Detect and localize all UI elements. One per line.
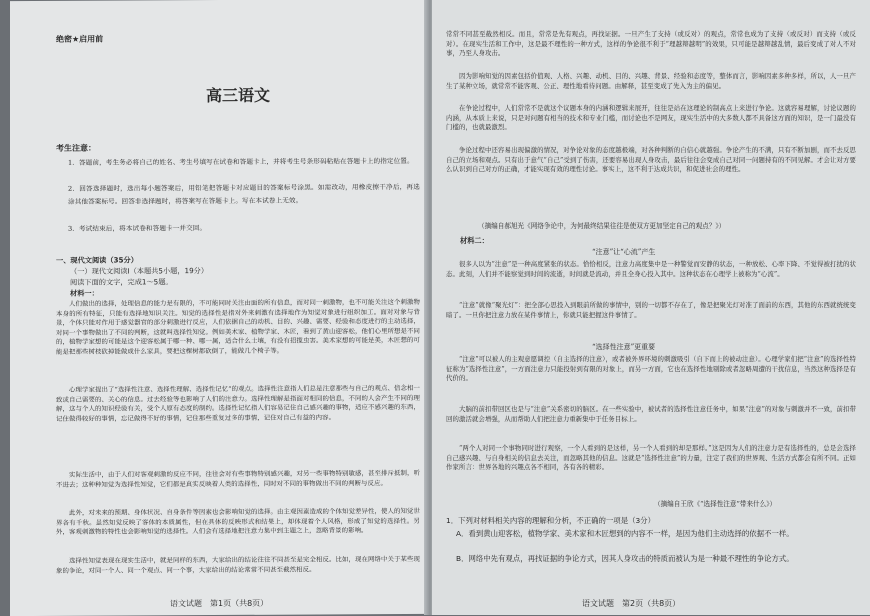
left-paragraph-5: 选择性知觉表现在现实生活中，就是同样的东西，大家给出的结论往往不同甚至是完全相反。比如，现在网络中关于某些现象的争论，对同一个人、同一个观点、同一个事，大家给出的结论常常不同甚至截然相反。 [56, 554, 420, 575]
left-paragraph-2: 心理学家提出了“选择性注意、选择性理解、选择性记忆”的观点。选择性注意指人们总是注意那些与自己的观点、信念相一致或自己需要的、关心的信息。过去经验等也影响了人们的注意力。选择性理解是指面对相同的信息，不同的人会产生不同的理解，这与个人的知识经验有关，受个人原有态度的制约。选择性记忆指人们容易记住自己感兴趣的事物，适应不感兴趣的东西，记住做得较好的事情，忘记做得不好的事情，记住那些重复过多的事情，记住对自己有益的内容。 [56, 383, 420, 423]
right-paragraph-5: 很多人以为“注意”是一种高度紧张的状态。恰恰相反，注意力高度集中是一种警觉而安静的状态，一种放松、心率下降、不觉得被打扰的状态。此刻，人们并不能察觉到时间的流逝，时间就是流动，并且全身心投入其中。这种状态在心理学上被称为“心流”。 [446, 260, 856, 278]
right-paragraph-9: “两个人对同一个事物同时进行观察，一个人看到的是这样，另一个人看到的却是那样。”这是因为人们的注意力是有选择性的，总是会选择自己感兴趣、与自身相关的信息去关注，而忽略其他的信息。这就是“选择性注意”的力量，注定了我们的世界观、生活方式都会有所不同。正如作家所言：世界各地的兴趣点各不相同，各有各的精彩。 [446, 444, 856, 472]
heading-selective-attention: “选择性注意”更重要 [592, 343, 656, 351]
left-paragraph-1: 人们做出的选择，处理信息的能力是有限的，不可能同时关注由面的所有信息，而对同一刺激物，也不可能关注这个刺激物本身的所有特征，只能有选择地知识关注。知觉的选择性是指对外来刺激有选择地作为知觉对象进行组织加工。面对对象与背景，个体只能对作用于感觉器官的部分刺激进行反应，人们依据自己的动机、目的、兴趣、需要、经验和态度进行的主动选择，对同一个事物做出了不同的判断，这就叫选择性知觉。例如美术家、植物学家、木匠，看到了黄山迎客松，他们心里所想是不同的，植物学家想的可能是这个迎客松属于哪一种、哪一属，适合什么土壤，有没有招揽虫害。美术家想的可能是美，木匠想的可能是把那些树枝砍掉能做成什么家具，要把这棵树都砍倒了，能做几个椅子等。 [56, 297, 420, 356]
left-page-footer: 语文试题 第1页（共8页） [170, 598, 269, 609]
notice-heading: 考生注意： [56, 143, 96, 153]
right-paragraph-1: 常常不同甚至截然相反。而且，常常是先有观点，再找证据。一旦产生了支持（或反对）的观点，常常也成为了支持（或反对）而支持（或反对）。在现实生活和工作中，这是最不理性的一种方式，这样的争论很不利于“理越辩越明”的效果，只可能是越辩越乱情，最后变成了对人不对事，乃至人身攻击。 [446, 30, 856, 58]
right-paragraph-4: 争论过程中还容易出现偏激的情况，对争论对象的态度越极端，对各种判断的自信心就越强。争论产生的不满，只有不断加剧，而不去反思自己的立场和观点。只有出于意气“自己”受到了伤害，还要容易出现人身攻击，最后往往会变成自己对同一问题持有的不同见解。才会让对方要么认识到自己对方的正确，才能实现有效的理性讨论。事实上，这不利于达成共识，和促进社会的理性。 [446, 146, 856, 174]
reading-instruction: 阅读下面的文字，完成1～5题。 [70, 277, 173, 287]
right-page-footer: 语文试题 第2页（共8页） [582, 599, 681, 608]
right-page [432, 0, 870, 615]
notice-1: 1．答题前，考生务必将自己的姓名、考生号填写在试卷和答题卡上，并将考生号条形码粘贴在答题卡上的指定位置。 [68, 156, 414, 167]
right-paragraph-6: “注意”就像“聚光灯”：把全部心思投入到眼前所做的事情中，别的一切都不存在了，像是把聚光灯对准了面前的东西，其他的东西就统统变暗了。一旦你把注意力放在某件事情上，你就只能把握这件事情了。 [446, 301, 856, 319]
heading-attention-flow: “注意”让“心流”产生 [592, 248, 656, 256]
left-page [10, 0, 428, 616]
left-paragraph-3: 实际生活中，由于人们对客观刺激的反应不同，往往会对有些事物特别感兴趣，对另一些事物特别敏感，甚至排斥抵制，听不进去；这种种知觉为选择性知觉，它们都是真实反映着人类的选择性，同时对不同的事物做出不同的判断与反应。 [56, 468, 420, 489]
right-paragraph-2: 因为影响知觉的因素包括价值观、人格、兴趣、动机、目的、兴趣、背景、经验和态度等，整体而言，影响因素多种多样，所以，人一旦产生了某种立场，就常常不能客观、公正、理性地看待问题。由解释，甚至变成了先入为主的偏见。 [446, 72, 856, 90]
source-citation-2: （摘编自王欣《“选择性注意”带来什么》） [654, 500, 777, 508]
notice-2: 2．回答选择题时，选出每小题答案后，用铅笔把答题卡对应题目的答案标号涂黑。如需改动，用橡皮擦干净后，再选涂其他答案标号。回答非选择题时，将答案写在答题卡上。写在本试卷上无效。 [68, 182, 420, 206]
question-1-option-b: B．网络中先有观点，再找证据的争论方式，因其人身攻击的特质而被认为是一种最不理性的争论方式。 [456, 554, 794, 563]
subsection-reading: （一）现代文阅读Ⅰ（本题共5小题，19分） [70, 266, 209, 276]
material-one-label: 材料一： [70, 288, 99, 298]
source-citation-1: （摘编自郝旭光《网络争论中，为何最终结果往往是使双方更加坚定自己的观点？》） [478, 222, 726, 230]
secret-label: 绝密★启用前 [56, 34, 104, 44]
material-two-label: 材料二： [460, 236, 489, 245]
right-paragraph-8: 大脑的前扣带回区也是与“注意”关系密切的脑区。在一些实验中，被试者的选择性注意任务中，如果“注意”的对象与刺激并不一致，前扣带回的激活就会增强，从而帮助人们把注意力重新集中于任务目标上。 [446, 405, 856, 423]
notice-3: 3．考试结束后，将本试卷和答题卡一并交回。 [68, 224, 207, 233]
right-paragraph-7: “注意”可以被人的主观意愿调控（自主选择的注意），或者被外界环境的刺激吸引（自下而上的被动注意）。心理学家们把“注意”的选择性特征称为“选择性注意”，一方面注意力只能投射到有限的对象上，而另一方面，它也在选择性地剔除或者忽略周遭的干扰信息，当然这种选择是有代价的。 [446, 355, 856, 383]
exam-title: 高三语文 [206, 85, 271, 106]
right-paragraph-3: 在争论过程中，人们常常不是就这个议题本身的内涵和逻辑来展开，往往是站在这理论的制高点上来进行争论。这就容易理解，讨论议题的内涵，从本质上来说，只是对问题有相当的技术和专业门槛，而讨论也不是网友，现实生活中的大多数人都不具备这方面的知识，是一门最没有门槛的，也就最激烈。 [446, 104, 856, 132]
question-1-option-a: A．看到黄山迎客松，植物学家、美术家和木匠想到的内容不一样，是因为他们主动选择的依据不一样。 [456, 529, 794, 538]
question-1: 1．下列对材料相关内容的理解和分析，不正确的一项是（3分） [446, 516, 655, 525]
left-paragraph-4: 此外，对未来的预期、身体状况、自身条件等因素也会影响知觉的选择。由主观因素造成的个体知觉差异性，使人的知觉世界各有千秋。虽然知觉反映了客体的本质属性，但在具体的反映形式和结果上，却体现着个人风格，形成了知觉的选择性。另外，客观刺激物的特性也会影响知觉的选择性。人们会有选择地把注意力集中到主题之上，忽略背景的影响。 [56, 506, 420, 537]
section-reading: 一、现代文阅读（35分） [56, 255, 138, 265]
